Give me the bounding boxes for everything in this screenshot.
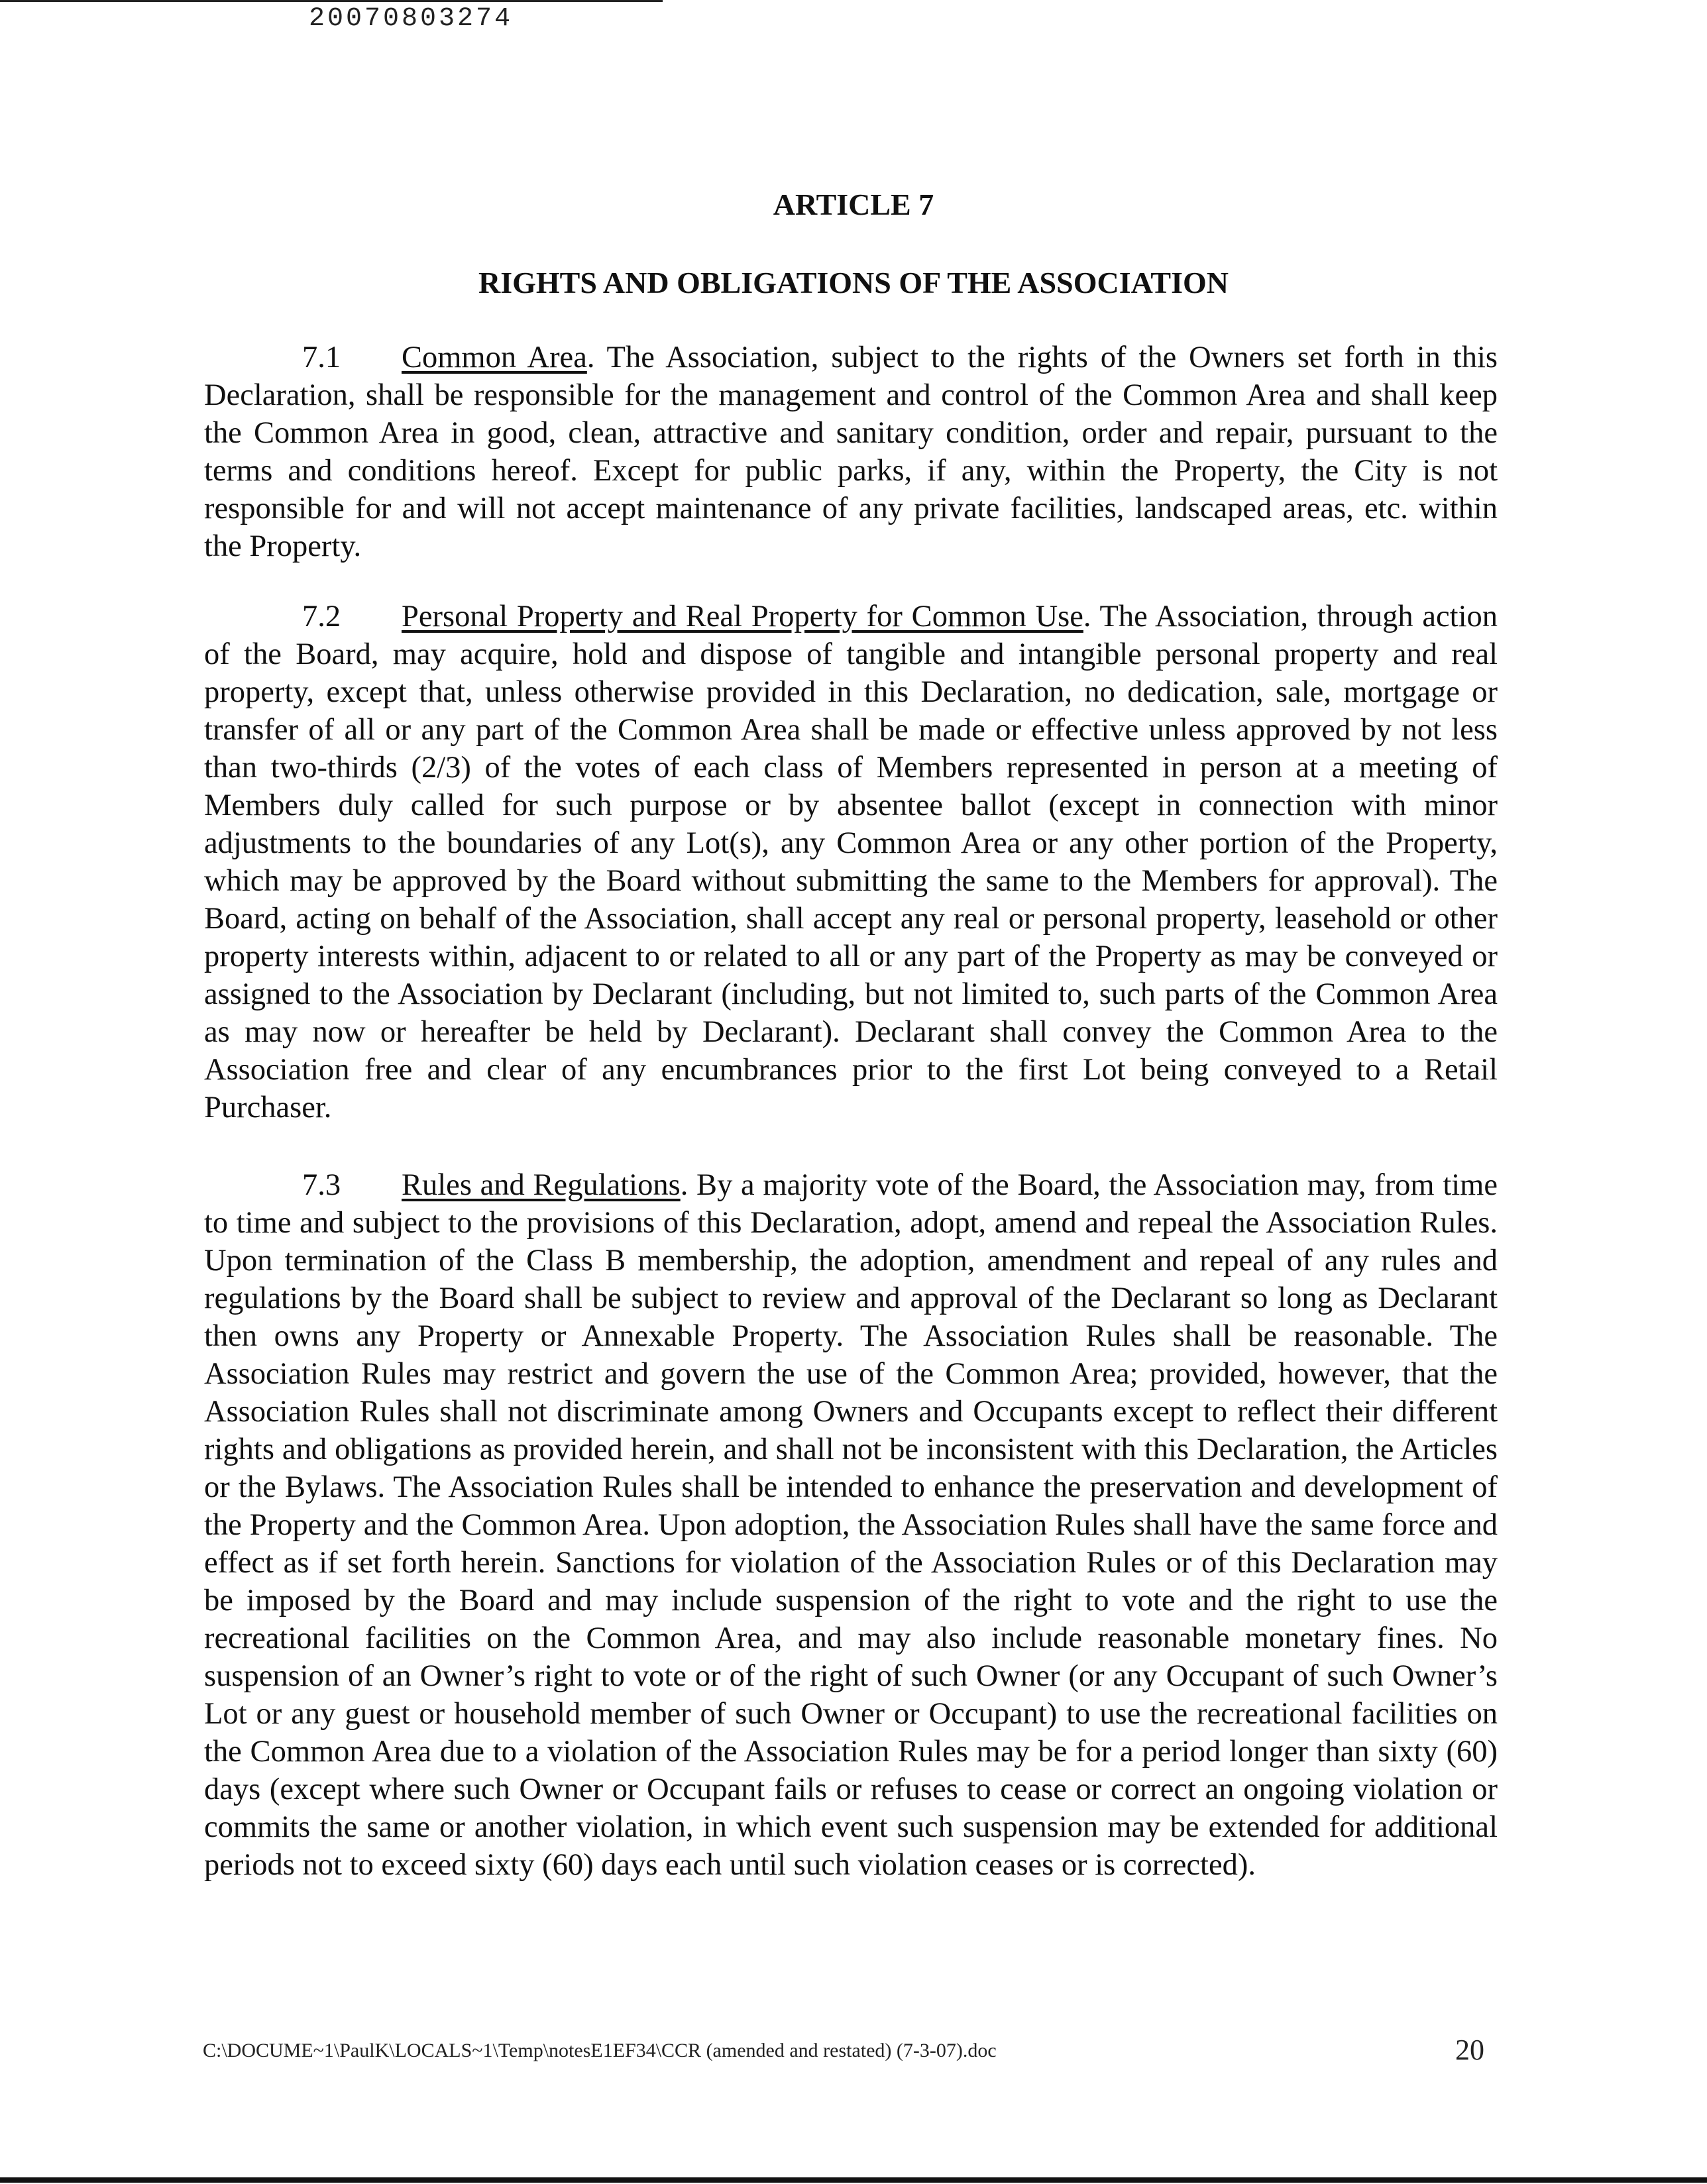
section-title: Rules and Regulations xyxy=(402,1168,681,1202)
section-7-2 xyxy=(204,598,1498,1126)
bottom-rule xyxy=(0,2177,1707,2183)
article-subheading: RIGHTS AND OBLIGATIONS OF THE ASSOCIATION xyxy=(478,266,1229,300)
section-title: Common Area xyxy=(402,341,587,374)
footer-file-path: C:\DOCUME~1\PaulK\LOCALS~1\Temp\notesE1EF34\CCR (amended and restated) (7-3-07).doc xyxy=(203,2040,997,2061)
section-body: . The Association, subject to the rights of the Owners set forth in this Declaration, shall be responsible for the management and control of the Common Area and shall keep the Common Area in good, clean, attractive and sanitary condition, order and repair, pursuant to the terms and conditions hereof. Except for public parks, if any, within the Property, the City is not responsible for and will not accept maintenance of any private facilities, landscaped areas, etc. within the Property. xyxy=(204,341,1498,563)
section-number: 7.1 xyxy=(302,341,341,374)
article-heading: ARTICLE 7 xyxy=(773,188,934,221)
top-rule xyxy=(0,0,663,2)
document-number: 20070803274 xyxy=(308,4,514,34)
section-7-3 xyxy=(204,1166,1498,1884)
section-title: Personal Property and Real Property for Common Use xyxy=(402,600,1083,633)
section-number: 7.3 xyxy=(302,1168,341,1202)
section-body: . The Association, through action of the Board, may acquire, hold and dispose of tangible and intangible personal property and real property, except that, unless otherwise provided in this Declaration, no dedication, sale, mortgage or transfer of all or any part of the Common Area shall be made or effective unless approved by not less than two-thirds (2/3) of the votes of each class of Members represented in person at a meeting of Members duly called for such purpose or by absentee ballot (except in connection with minor adjustments to the boundaries of any Lot(s), any Common Area or any other portion of the Property, which may be approved by the Board without submitting the same to the Members for approval). The Board, acting on behalf of the Association, shall accept any real or personal property, leasehold or other property interests within, adjacent to or related to all or any part of the Property as may be conveyed or assigned to the Association by Declarant (including, but not limited to, such parts of the Common Area as may now or hereafter be held by Declarant). Declarant shall convey the Common Area to the Association free and clear of any encumbrances prior to the first Lot being conveyed to a Retail Purchaser. xyxy=(204,600,1498,1124)
section-number: 7.2 xyxy=(302,600,341,633)
section-body: . By a majority vote of the Board, the Association may, from time to time and subject to the provisions of this Declaration, adopt, amend and repeal the Association Rules. Upon termination of the Class B membership, the adoption, amendment and repeal of any rules and regulations by the Board shall be subject to review and approval of the Declarant so long as Declarant then owns any Property or Annexable Property. The Association Rules shall be reasonable. The Association Rules may restrict and govern the use of the Common Area; provided, however, that the Association Rules shall not discriminate among Owners and Occupants except to reflect their different rights and obligations as provided herein, and shall not be inconsistent with this Declaration, the Articles or the Bylaws. The Association Rules shall be intended to enhance the preservation and development of the Property and the Common Area. Upon adoption, the Association Rules shall have the same force and effect as if set forth herein. Sanctions for violation of the Association Rules or of this Declaration may be imposed by the Board and may include suspension of the right to vote and the right to use the recreational facilities on the Common Area, and may also include reasonable monetary fines. No suspension of an Owner’s right to vote or of the right of such Owner (or any Occupant of such Owner’s Lot or any guest or household member of such Owner or Occupant) to use the recreational facilities on the Common Area due to a violation of the Association Rules may be for a period longer than sixty (60) days (except where such Owner or Occupant fails or refuses to cease or correct an ongoing violation or commits the same or another violation, in which event such suspension may be extended for additional periods not to exceed sixty (60) days each until such violation ceases or is corrected). xyxy=(204,1168,1498,1882)
page-number: 20 xyxy=(1455,2034,1484,2066)
section-7-1 xyxy=(204,339,1498,565)
